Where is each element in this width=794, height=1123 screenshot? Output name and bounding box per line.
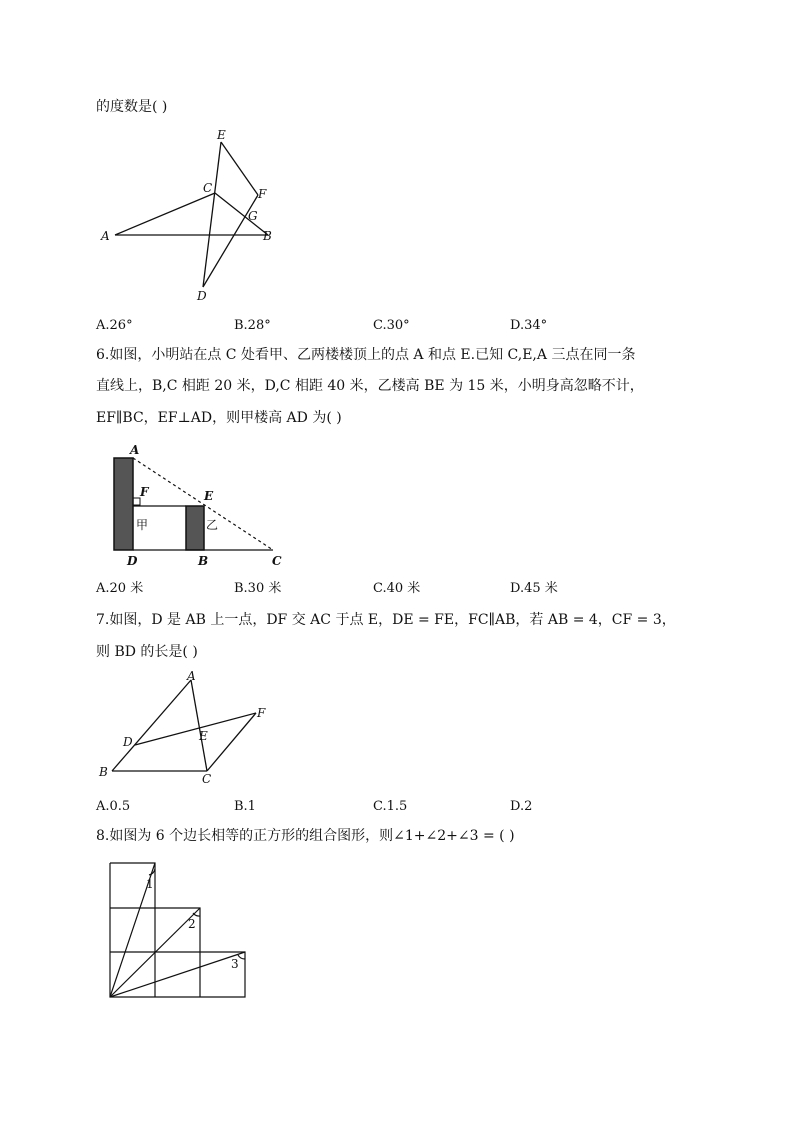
q7-option-d[interactable]: D.2 [510, 799, 533, 814]
q5-option-c[interactable]: C.30° [373, 318, 410, 333]
q6-stem-line1: 6.如图，小明站在点 C 处看甲、乙两楼楼顶上的点 A 和点 E.已知 C,E,A 三点在同一条 [96, 347, 636, 363]
label-f: F [258, 187, 267, 201]
q7-stem-line2: 则 BD 的长是( ) [96, 644, 198, 660]
label-yi: 乙 [206, 518, 219, 532]
q6-stem-line2: 直线上，B,C 相距 20 米，D,C 相距 40 米，乙楼高 BE 为 15 米，小明身高忽略不计， [96, 378, 644, 394]
label-c: C [272, 554, 282, 568]
q6-option-b[interactable]: B.30 米 [234, 581, 282, 596]
label-e: E [217, 128, 226, 142]
q6-option-c[interactable]: C.40 米 [373, 581, 421, 596]
label-a: A [130, 443, 140, 457]
angle-1-label: 1 [146, 877, 154, 891]
q5-option-d[interactable]: D.34° [510, 318, 548, 333]
label-b: B [99, 765, 108, 779]
label-d: D [197, 289, 207, 303]
q8-figure [100, 855, 260, 1005]
label-e: E [199, 729, 208, 743]
label-d: D [123, 735, 133, 749]
label-e: E [204, 489, 214, 503]
q6-stem-line3: EF∥BC，EF⊥AD，则甲楼高 AD 为( ) [96, 410, 342, 426]
label-jia: 甲 [136, 518, 149, 532]
q5-option-b[interactable]: B.28° [234, 318, 271, 333]
label-f: F [257, 706, 266, 720]
label-c: C [202, 772, 212, 786]
q7-option-b[interactable]: B.1 [234, 799, 256, 814]
q5-figure [95, 125, 295, 310]
label-d: D [127, 554, 138, 568]
q7-stem-line1: 7.如图，D 是 AB 上一点，DF 交 AC 于点 E，DE = FE，FC∥AB，若 AB = 4，CF = 3， [96, 612, 676, 628]
angle-3-label: 3 [231, 957, 239, 971]
q6-option-a[interactable]: A.20 米 [96, 581, 144, 596]
q5-stem-tail: 的度数是( ) [96, 99, 168, 115]
label-f: F [140, 485, 149, 499]
q5-option-a[interactable]: A.26° [96, 318, 133, 333]
label-g: G [248, 209, 258, 223]
q6-figure [100, 440, 300, 572]
label-b: B [263, 229, 272, 243]
label-a: A [101, 229, 110, 243]
q7-option-c[interactable]: C.1.5 [373, 799, 408, 814]
label-c: C [203, 181, 213, 195]
label-b: B [198, 554, 209, 568]
q7-option-a[interactable]: A.0.5 [96, 799, 131, 814]
q7-figure [95, 668, 275, 788]
angle-2-label: 2 [188, 917, 196, 931]
q8-stem-line1: 8.如图为 6 个边长相等的正方形的组合图形，则∠1+∠2+∠3 = ( ) [96, 828, 515, 844]
label-a: A [187, 669, 196, 683]
q6-option-d[interactable]: D.45 米 [510, 581, 558, 596]
